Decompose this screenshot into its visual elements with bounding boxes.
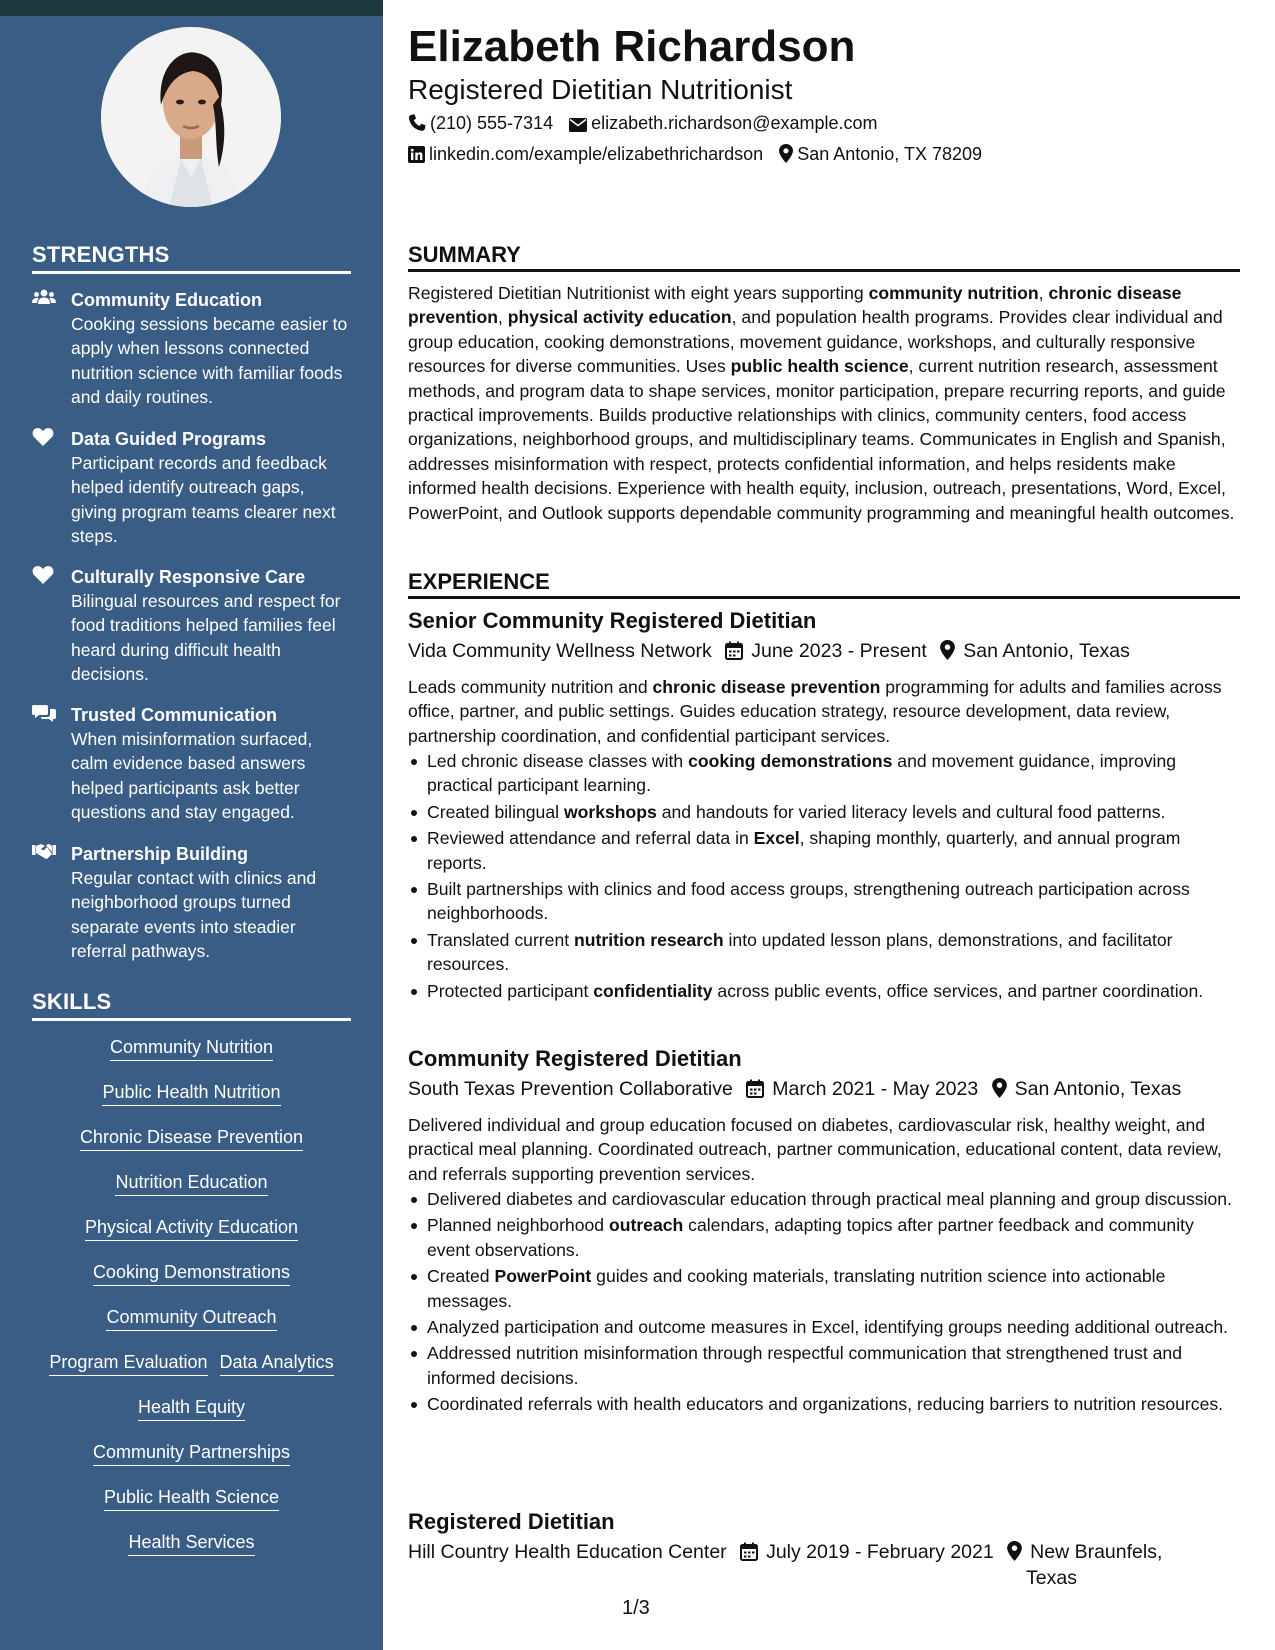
strength-title: Data Guided Programs (71, 429, 267, 449)
text-run: Led chronic disease classes with (427, 751, 689, 771)
text-run: Delivered individual and group education focused on diabetes, cardiovascular risk, healthy weight, and practical meal planning. Coordinated outreach, partner communication, educational content, data review, and referrals supporting prevention services. (408, 1115, 1222, 1184)
sidebar-top-bar (0, 0, 383, 16)
email-link[interactable]: elizabeth.richardson@example.com (591, 113, 878, 133)
candidate-title: Registered Dietitian Nutritionist (408, 74, 793, 105)
strength-description: Regular contact with clinics and neighborhood groups turned separate events into steadier referral pathways. (71, 868, 317, 962)
bullet-item (408, 877, 1240, 926)
bold-keyword: chronic disease prevention (408, 283, 1182, 328)
skills-heading: SKILLS (32, 989, 351, 1021)
job-bullets (408, 749, 1240, 1005)
map-pin-icon (779, 144, 793, 168)
text-run: Coordinated referrals with health educators and organizations, reducing barriers to nutrition resources. (427, 1394, 1224, 1415)
skill-tag: Public Health Nutrition (102, 1081, 280, 1106)
text-run: Created bilingual (427, 801, 564, 822)
text-run: Translated current (427, 929, 575, 950)
heart-icon (32, 565, 56, 585)
text-run: Registered Dietitian Nutritionist with eight years supporting (408, 283, 869, 303)
text-run: Planned neighborhood (427, 1215, 609, 1236)
skill-tag: Health Services (128, 1531, 254, 1556)
linkedin-icon (408, 146, 425, 168)
bold-keyword: outreach (608, 1215, 684, 1236)
strength-item (32, 703, 352, 825)
text-run: Delivered diabetes and cardiovascular education through practical meal planning and group discussion. (427, 1189, 1232, 1209)
users-icon (32, 288, 56, 308)
job-dates: July 2019 - February 2021 (766, 1541, 994, 1563)
phone-icon (408, 114, 426, 137)
strength-item (32, 288, 352, 410)
experience-heading: EXPERIENCE (408, 569, 1240, 599)
job-meta (408, 1541, 1240, 1567)
location-text: San Antonio, TX 78209 (797, 144, 983, 164)
job-location-continued: Texas (1026, 1567, 1077, 1589)
bullet-item (408, 979, 1240, 1003)
handshake-icon (32, 842, 56, 862)
bold-keyword: physical activity education (507, 307, 732, 328)
bold-keyword: workshops (563, 801, 657, 822)
strength-title: Trusted Communication (71, 705, 278, 725)
text-run: Leads community nutrition and (408, 677, 653, 697)
calendar-icon (740, 1542, 758, 1567)
text-run: Analyzed participation and outcome measures in Excel, identifying groups needing additional outreach. (427, 1317, 1229, 1338)
bold-keyword: PowerPoint (494, 1266, 592, 1287)
skills-list (30, 1036, 353, 1576)
bold-keyword: Excel (753, 828, 800, 849)
job-description (408, 1113, 1240, 1186)
skill-tag: Data Analytics (220, 1351, 334, 1376)
map-pin-icon (1007, 1541, 1022, 1567)
job-location: New Braunfels, (1030, 1541, 1163, 1563)
text-run: Protected participant (427, 980, 594, 1001)
bullet-item (408, 1392, 1240, 1416)
contact-row (408, 113, 878, 137)
bullet-item (408, 1264, 1240, 1313)
bullet-item (408, 800, 1240, 824)
bold-keyword: nutrition research (574, 929, 724, 950)
skill-tag: Community Outreach (106, 1306, 276, 1331)
text-run: , current nutrition research, assessment methods, and program data to shape services, monitor participation, prepare recurring reports, and guide practical improvements. Builds productive relationships with clinics, community centers, food access organizations, neighborhood groups, and multidisciplinary teams. Communicates in English and Spanish, addresses misinformation with respect, protects confidential information, and helps residents make informed health decisions. Experience with health equity, inclusion, outreach, presentations, Word, Excel, PowerPoint, and Outlook supports dependable community programming and meaningful health outcomes. (408, 356, 1235, 523)
skill-tag: Public Health Science (104, 1486, 279, 1511)
job-title: Registered Dietitian (408, 1509, 615, 1534)
bullet-item (408, 1315, 1240, 1339)
comments-icon (32, 703, 56, 723)
bold-keyword: chronic disease prevention (652, 677, 881, 697)
strength-title: Community Education (71, 290, 263, 310)
text-run: Created (427, 1266, 495, 1287)
job-location: San Antonio, Texas (1014, 1078, 1182, 1100)
strength-item (32, 427, 352, 549)
text-run: guides and cooking materials, translating nutrition science into actionable messages. (427, 1266, 1166, 1311)
bold-keyword: community nutrition (868, 283, 1039, 303)
job-meta (408, 640, 1240, 666)
text-run: and movement guidance, improving practical participant learning. (427, 751, 1177, 796)
job-title: Senior Community Registered Dietitian (408, 608, 817, 633)
strength-description: Cooking sessions became easier to apply when lessons connected nutrition science with familiar foods and daily routines. (71, 314, 348, 408)
bold-keyword: confidentiality (593, 980, 713, 1001)
text-run: programming for adults and families across office, partner, and public settings. Guides education strategy, resource development, data review, partnership coordination, and confidential participant services. (408, 677, 1222, 746)
bold-keyword: cooking demonstrations (688, 751, 893, 771)
text-run: , and population health programs. Provides clear individual and group education, cooking demonstrations, movement guidance, workshops, and culturally responsive resources for diverse communities. Uses (408, 307, 1223, 377)
bullet-item (408, 826, 1240, 875)
bold-keyword: public health science (730, 356, 909, 377)
contact-row (408, 144, 982, 168)
bullet-item (408, 1187, 1240, 1211)
strength-item (32, 842, 352, 964)
company-name: Hill Country Health Education Center (408, 1541, 727, 1563)
skill-tag: Community Nutrition (110, 1036, 273, 1061)
strength-title: Culturally Responsive Care (71, 567, 306, 587)
map-pin-icon (940, 640, 955, 666)
bullet-item (408, 1213, 1240, 1262)
company-name: Vida Community Wellness Network (408, 640, 712, 662)
text-run: , shaping monthly, quarterly, and annual program reports. (427, 828, 1181, 873)
bullet-item (408, 749, 1240, 798)
job-dates: March 2021 - May 2023 (772, 1078, 979, 1100)
text-run: Built partnerships with clinics and food access groups, strengthening outreach participation across neighborhoods. (427, 879, 1190, 924)
bullet-item (408, 1341, 1240, 1390)
text-run: , (1038, 283, 1049, 303)
strength-description: Participant records and feedback helped identify outreach gaps, giving program teams clearer next steps. (71, 453, 336, 547)
text-run: Reviewed attendance and referral data in (427, 828, 754, 849)
job-location: San Antonio, Texas (963, 640, 1130, 662)
strength-item (32, 565, 352, 687)
strength-title: Partnership Building (71, 844, 249, 864)
text-run: into updated lesson plans, demonstrations, and facilitator resources. (427, 929, 1173, 975)
job-description (408, 675, 1240, 748)
map-pin-icon (992, 1078, 1007, 1104)
skill-tag: Cooking Demonstrations (93, 1261, 290, 1286)
phone-number: (210) 555-7314 (430, 113, 554, 133)
skill-tag: Nutrition Education (115, 1171, 267, 1196)
skill-tag: Community Partnerships (93, 1441, 290, 1466)
skill-tag: Program Evaluation (49, 1351, 207, 1376)
text-run: calendars, adapting topics after partner feedback and community event observations. (427, 1215, 1194, 1260)
text-run: , (497, 307, 508, 328)
sidebar (0, 0, 383, 1650)
strengths-heading: STRENGTHS (32, 242, 351, 274)
skill-tag: Chronic Disease Prevention (80, 1126, 303, 1151)
skill-tag: Physical Activity Education (85, 1216, 298, 1241)
calendar-icon (725, 641, 743, 666)
strength-description: Bilingual resources and respect for food traditions helped families feel heard during difficult health decisions. (71, 591, 341, 685)
envelope-icon (569, 116, 587, 137)
job-title: Community Registered Dietitian (408, 1046, 742, 1071)
candidate-name: Elizabeth Richardson (408, 22, 856, 71)
heart-icon (32, 427, 56, 447)
job-bullets (408, 1187, 1240, 1419)
company-name: South Texas Prevention Collaborative (408, 1078, 733, 1100)
page-number: 1/3 (622, 1597, 650, 1619)
text-run: Addressed nutrition misinformation through respectful communication that strengthened trust and informed decisions. (427, 1343, 1182, 1388)
calendar-icon (746, 1079, 764, 1104)
job-dates: June 2023 - Present (751, 640, 927, 662)
profile-photo (101, 27, 281, 207)
summary-heading: SUMMARY (408, 242, 1240, 272)
strength-description: When misinformation surfaced, calm evidence based answers helped participants ask better questions and stay engaged. (71, 729, 313, 823)
job-meta (408, 1078, 1240, 1104)
summary-text (408, 281, 1240, 525)
linkedin-link[interactable]: linkedin.com/example/elizabethrichardson (429, 144, 764, 164)
skill-tag: Health Equity (138, 1396, 245, 1421)
bullet-item (408, 928, 1240, 977)
text-run: and handouts for varied literacy levels and cultural food patterns. (656, 801, 1166, 822)
text-run: across public events, office services, and partner coordination. (712, 980, 1204, 1001)
